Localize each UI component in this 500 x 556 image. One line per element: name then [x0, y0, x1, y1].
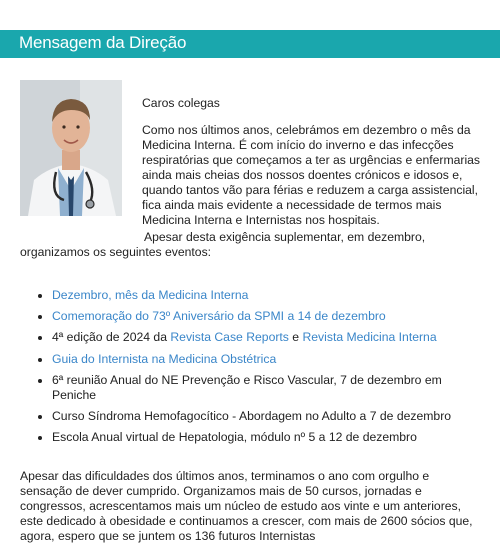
closing-paragraph: Apesar das dificuldades dos últimos anos, terminamos o ano com orgulho e sensação de dever cumprido. Organizamos mais de 50 cursos, jornadas e congressos, acrescentamos mais um núcleo de estudo aos vinte e um anteriores, este dedicado à obesidade e continuamos a crescer, com mais de 2600 sócios que, agora, espero que se juntem os 136 futuros Internistas: [20, 469, 473, 544]
doctor-photo: [20, 80, 122, 216]
event-link[interactable]: Comemoração do 73º Aniversário da SPMI a 14 de dezembro: [52, 309, 386, 324]
event-text: Curso Síndroma Hemofagocítico - Abordagem no Adulto a 7 de dezembro: [52, 408, 452, 423]
event-link[interactable]: Guia do Internista na Medicina Obstétrica: [52, 351, 277, 366]
event-text: 4ª edição de 2024 da: [52, 330, 171, 345]
section-title: Mensagem da Direção: [19, 33, 187, 52]
event-link[interactable]: Dezembro, mês da Medicina Interna: [52, 288, 249, 302]
event-item: [36, 409, 484, 424]
section-header-bar: [0, 30, 500, 58]
events-list: [20, 288, 484, 445]
event-item: [36, 309, 484, 324]
event-text: 6ª reunião Anual do NE Prevenção e Risco Vascular, 7 de dezembro em Peniche: [52, 372, 442, 402]
event-text: Escola Anual virtual de Hepatologia, módulo nº 5 a 12 de dezembro: [52, 430, 417, 445]
events-intro: Apesar desta exigência suplementar, em dezembro, organizamos os seguintes eventos:: [20, 230, 426, 259]
event-item: [36, 330, 484, 345]
event-link[interactable]: Revista Case Reports: [170, 330, 289, 345]
greeting: Caros colegas: [142, 96, 220, 110]
event-item: [36, 352, 484, 367]
director-message: [20, 80, 484, 556]
event-item: [36, 430, 484, 445]
event-link[interactable]: Revista Medicina Interna: [302, 330, 437, 345]
paragraph-intro: Como nos últimos anos, celebrámos em dezembro o mês da Medicina Interna. É com início do inverno e das infecções respiratórias que começamos a ter as urgências e enfermarias ainda mais cheias dos nossos doentes crónicos e idosos e, quando tantos vão para férias e reduzem a carga assistencial, fica ainda mais evidente a necessidade de termos mais Medicina Interna e Internistas nos hospitais.: [142, 123, 481, 227]
event-item: [36, 373, 484, 403]
event-item: [36, 288, 484, 303]
doctor-portrait-image: [20, 80, 122, 216]
event-text: e: [288, 330, 303, 345]
